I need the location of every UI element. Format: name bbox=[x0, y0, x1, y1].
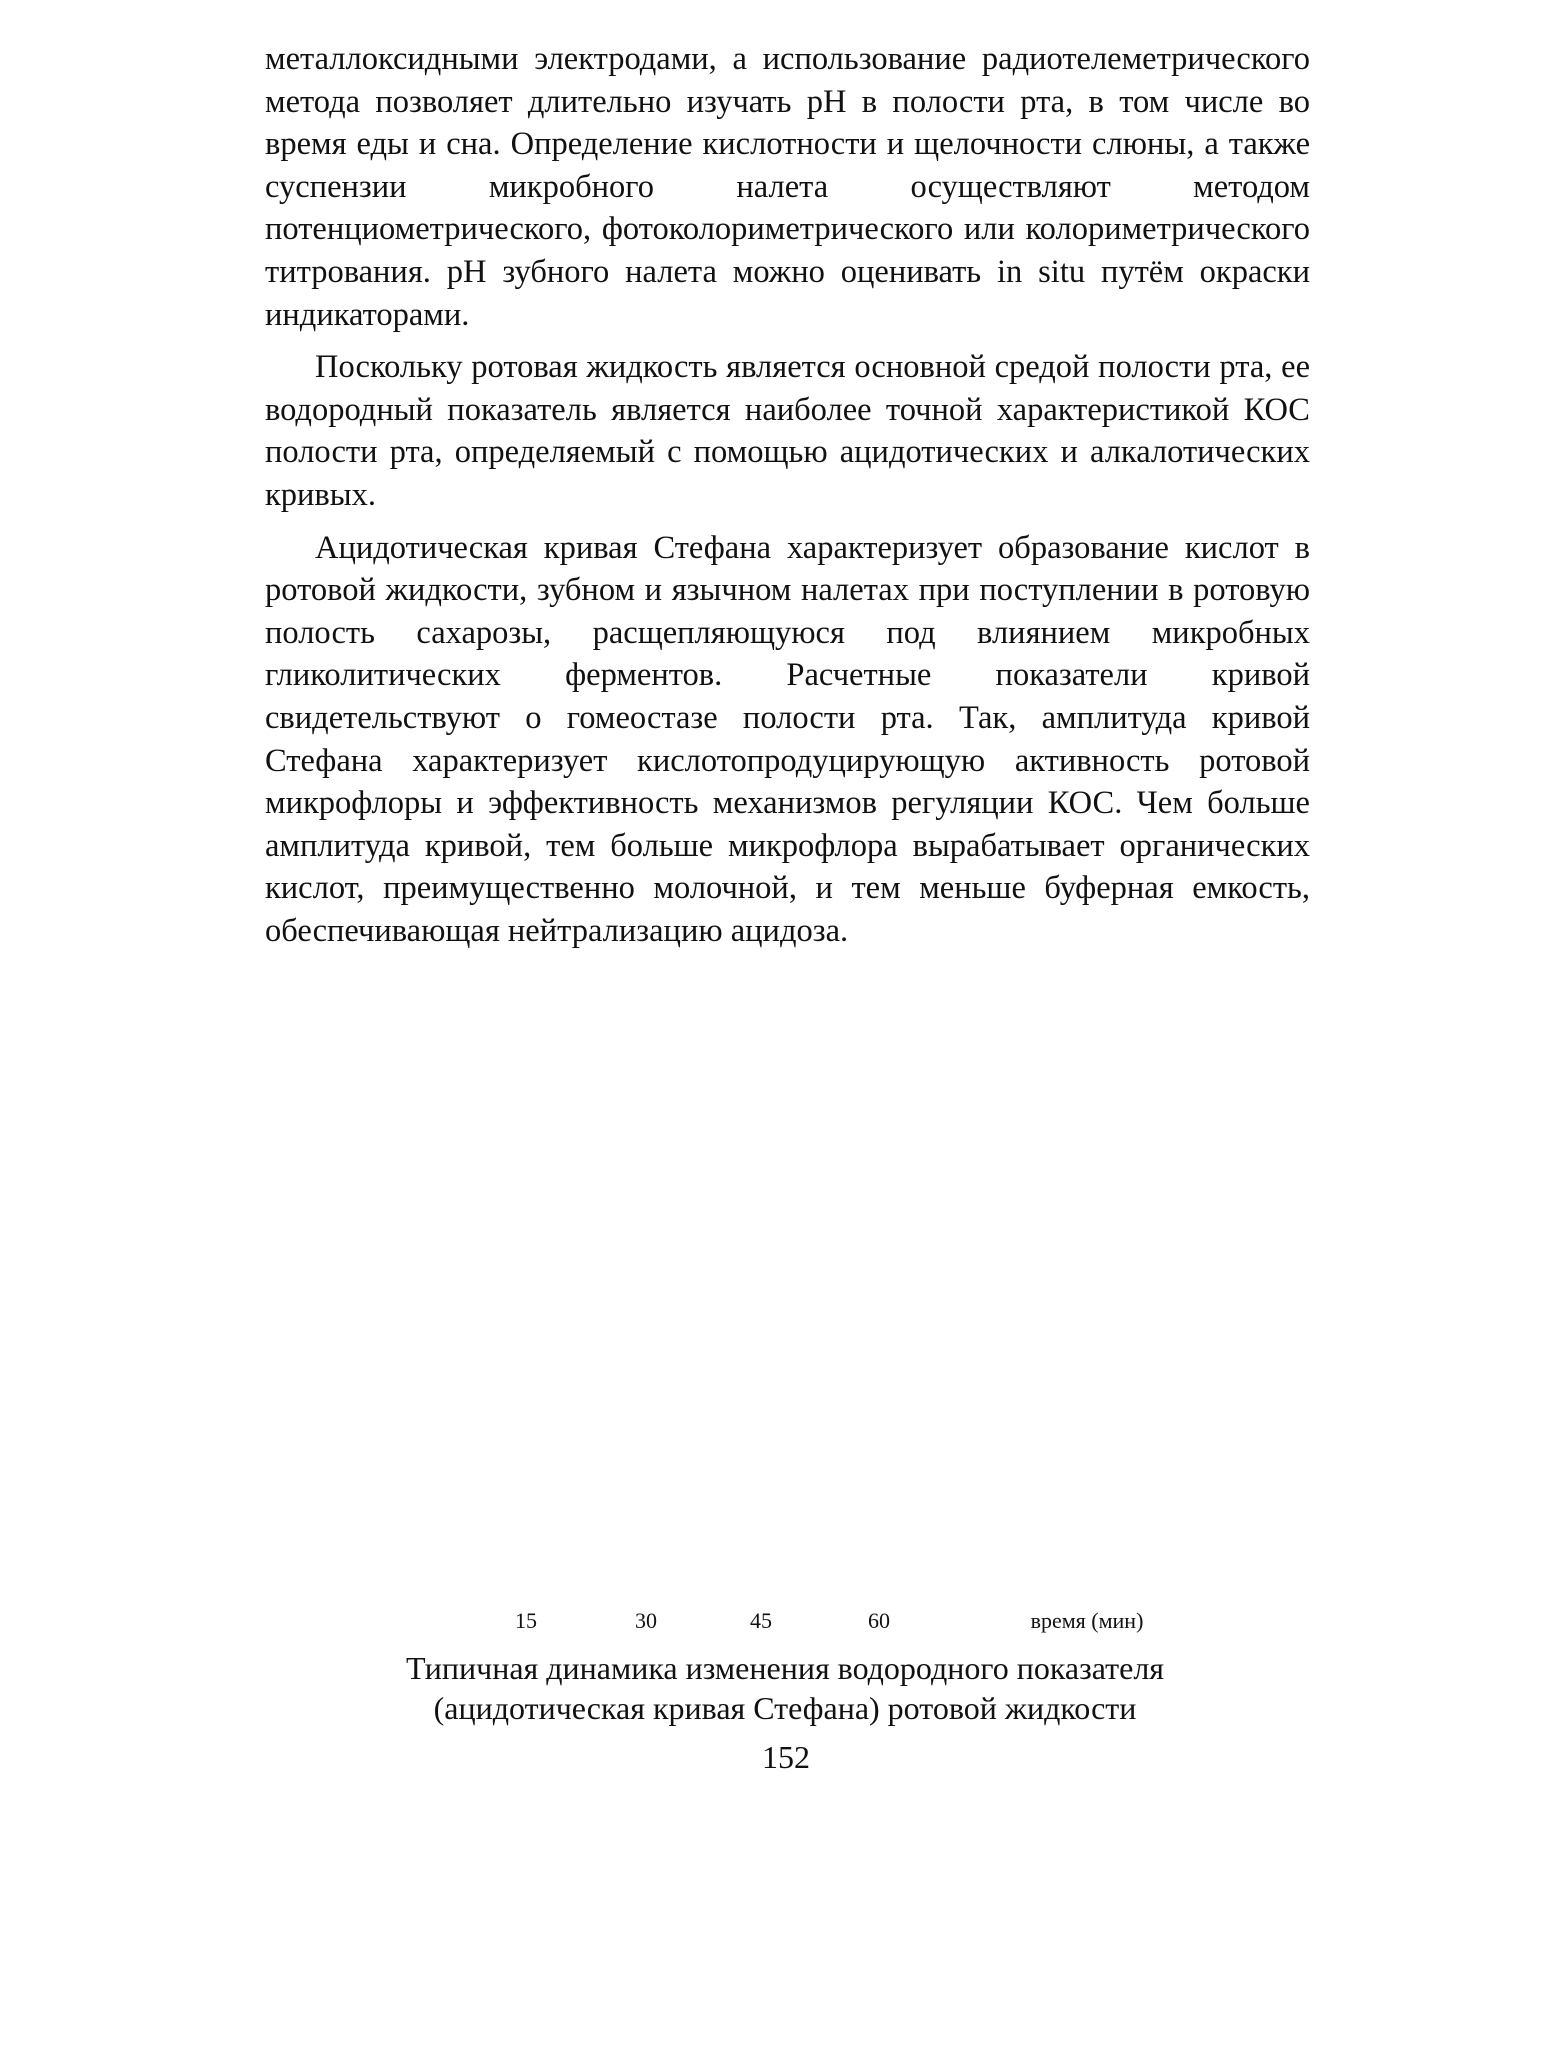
axis-tick-45: 45 bbox=[750, 1608, 772, 1633]
caption-line-2: (ацидотическая кривая Стефана) ротовой жидкости bbox=[433, 1690, 1137, 1726]
paragraph-3: Ацидотическая кривая Стефана характеризует образование кислот в ротовой жидкости, зубном и язычном налетах при поступлении в ротовую полость сахарозы, расщепляющуюся под влиянием микробных гликолитических ферментов. Расчетные показатели кривой свидетельствуют о гомеостазе полости рта. Так, амплитуда кривой Стефана характеризует кислотопродуцирующую активность ротовой микрофлоры и эффективность механизмов регуляции КОС. Чем больше амплитуда кривой, тем больше микрофлора вырабатывает органических кислот, преимущественно молочной, и тем меньше буферная емкость, обеспечивающая нейтрализацию ацидоза. bbox=[265, 529, 1310, 949]
figure-caption bbox=[300, 1648, 1270, 1728]
axis-tick-15: 15 bbox=[515, 1608, 537, 1633]
figure-axis-labels bbox=[0, 1608, 1551, 1642]
axis-tick-30: 30 bbox=[635, 1608, 657, 1633]
body-text bbox=[265, 38, 1310, 962]
axis-tick-60: 60 bbox=[868, 1608, 890, 1633]
axis-label-time: время (мин) bbox=[1030, 1608, 1144, 1633]
paragraph-1: металлоксидными электродами, а использование радиотелеметрического метода позволяет длительно изучать pH в полости рта, в том числе во время еды и сна. Определение кислотности и щелочности слюны, а также суспензии микробного налета осуществляют методом потенциометрического, фотоколориметрического или колориметрического титрования. pH зубного налета можно оценивать in situ путём окраски индикаторами. bbox=[265, 41, 1310, 333]
paragraph-2: Поскольку ротовая жидкость является основной средой полости рта, ее водородный показатель является наиболее точной характеристикой КОС полости рта, определяемый с помощью ацидотических и алкалотических кривых. bbox=[265, 349, 1310, 513]
page-number: 152 bbox=[762, 1739, 810, 1775]
caption-line-1: Типичная динамика изменения водородного показателя bbox=[405, 1650, 1165, 1686]
